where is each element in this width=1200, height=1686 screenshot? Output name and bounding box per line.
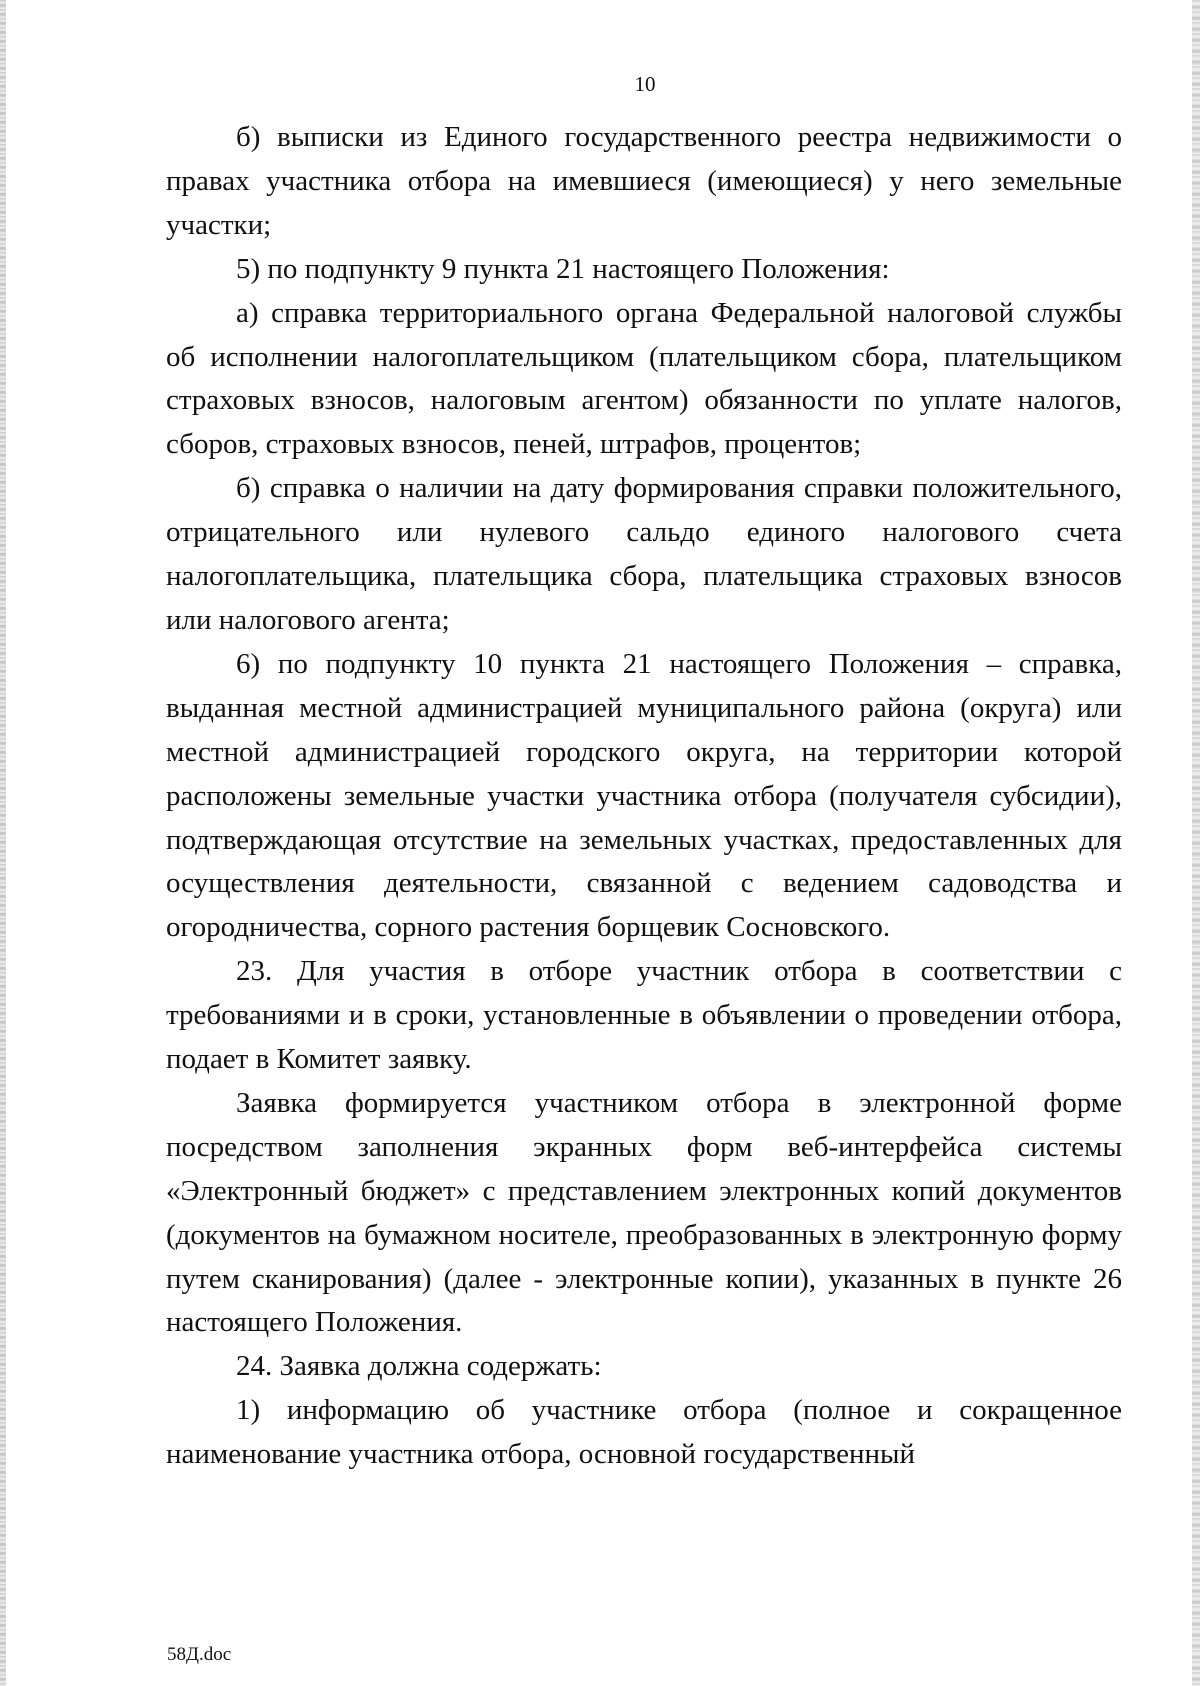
paragraph-clause-23: 23. Для участия в отборе участник отбора в соответствии с требованиями и в сроки, установленные в объявлении о проведении отбора, подает в Комитет заявку. [166, 955, 1122, 1076]
page-number: 10 [634, 72, 656, 96]
paragraph-extract-egrn: б) выписки из Единого государственного реестра недвижимости о правах участника отбора на имевшиеся (имеющиеся) у него земельные участки; [166, 121, 1122, 241]
paragraph-item-1: 1) информацию об участнике отбора (полное и сокращенное наименование участника отбора, основной государственный [166, 1394, 1122, 1471]
paragraph-item-5b: б) справка о наличии на дату формирования справки положительного, отрицательного или нулевого сальдо единого налогового счета налогоплательщика, плательщика сбора, плательщика страховых взносов или налогового агента; [166, 472, 1122, 636]
scan-edge-left [0, 0, 6, 1686]
paragraph-item-5: 5) по подпункту 9 пункта 21 настоящего Положения: [236, 252, 890, 285]
paragraph-item-6: 6) по подпункту 10 пункта 21 настоящего Положения – справка, выданная местной администрацией муниципального района (округа) или местной администрацией городского округа, на территории которой расположены земельные участки участника отбора (получателя субсидии), подтверждающая отсутствие на земельных участках, предоставленных для осуществления деятельности, связанной с ведением садоводства и огородничества, сорного растения борщевик Сосновского. [166, 647, 1122, 944]
document-body [166, 116, 1122, 1477]
footer-filename: 58Д.doc [167, 1644, 232, 1665]
scan-edge-right [1192, 0, 1200, 1686]
paragraph-clause-24: 24. Заявка должна содержать: [236, 1350, 602, 1383]
paragraph-application-form: Заявка формируется участником отбора в электронной форме посредством заполнения экранных форм веб-интерфейса системы «Электронный бюджет» с представлением электронных копий документов (документов на бумажном носителе, преобразованных в электронную форму путем сканирования) (далее - электронные копии), указанных в пункте 26 настоящего Положения. [166, 1086, 1122, 1339]
paragraph-item-5a: а) справка территориального органа Федеральной налоговой службы об исполнении налогоплательщиком (плательщиком сбора, плательщиком страховых взносов, налоговым агентом) обязанности по уплате налогов, сборов, страховых взносов, пеней, штрафов, процентов; [166, 296, 1122, 461]
